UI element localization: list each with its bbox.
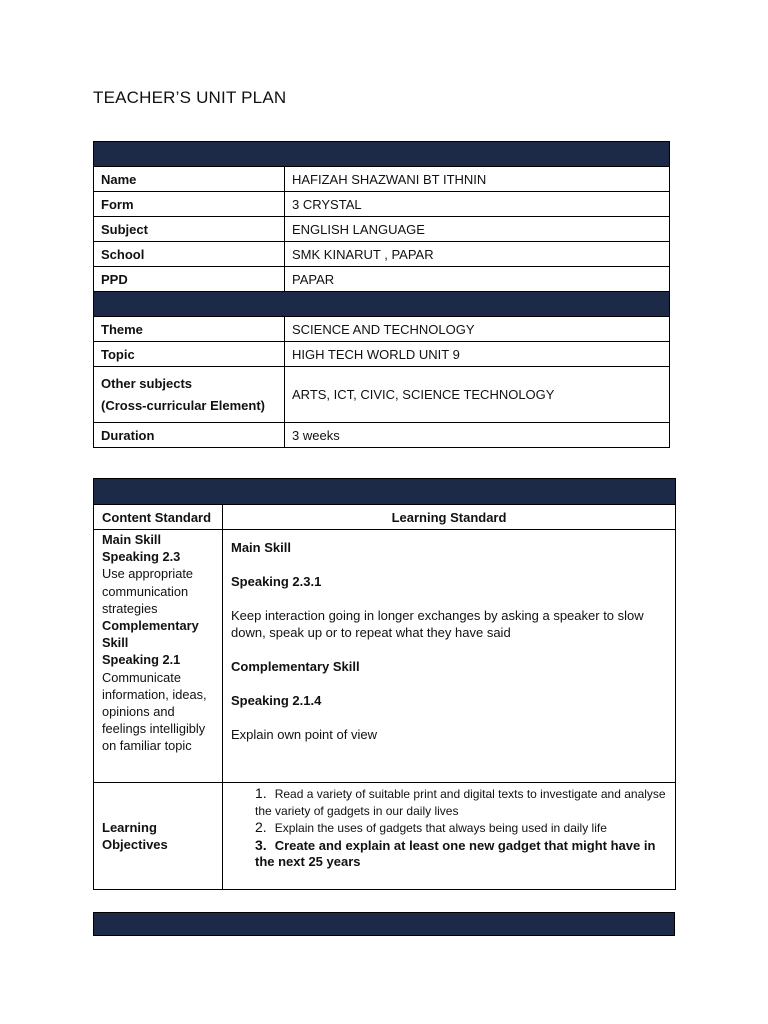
ls-main-skill: Main Skill	[231, 540, 291, 555]
name-value: HAFIZAH SHAZWANI BT ITHNIN	[285, 167, 670, 192]
learning-standard-cell	[223, 530, 676, 783]
curriculum-framing-header: Curriculum-Framing Questions	[94, 913, 675, 936]
table-row	[94, 192, 670, 217]
cs-comp-desc-3: opinions and	[102, 704, 175, 720]
list-item	[255, 837, 669, 871]
learning-objectives-cell	[223, 783, 676, 890]
table-row	[94, 367, 670, 423]
objective-text: Read a variety of suitable print and digital texts to investigate and analyse the variety of gadgets in our daily lives	[255, 787, 666, 818]
objective-text: Explain the uses of gadgets that always being used in daily life	[274, 821, 607, 835]
objective-number: 2.	[255, 819, 267, 835]
topic-value: HIGH TECH WORLD UNIT 9	[285, 342, 670, 367]
theme-value: SCIENCE AND TECHNOLOGY	[285, 317, 670, 342]
cs-comp-desc-1: Communicate	[102, 669, 181, 685]
other-subjects-label-line1: Other subjects	[101, 375, 193, 391]
ppd-value: PAPAR	[285, 267, 670, 292]
table-row	[94, 167, 670, 192]
cs-main-skill: Main Skill	[102, 532, 162, 547]
other-subjects-label-line2: (Cross-curricular Element)	[101, 397, 265, 413]
objectives-list	[255, 785, 669, 871]
cs-main-desc-2: communication	[102, 583, 189, 599]
cs-speaking-comp: Speaking 2.1	[102, 652, 181, 668]
subject-value: ENGLISH LANGUAGE	[285, 217, 670, 242]
duration-label: Duration	[94, 423, 285, 448]
project-details-header: Project’s Details	[94, 292, 670, 317]
topic-label: Topic	[94, 342, 285, 367]
list-item	[255, 819, 669, 837]
cs-comp-desc-5: on familiar topic	[102, 738, 192, 754]
cs-comp-desc-4: feelings intelligibly	[102, 721, 206, 737]
content-standard-cell	[94, 530, 223, 783]
teacher-details-header: Teacher’s Details	[94, 142, 670, 167]
table-row	[94, 317, 670, 342]
table-row	[94, 342, 670, 367]
other-subjects-value: ARTS, ICT, CIVIC, SCIENCE TECHNOLOGY	[285, 367, 670, 423]
ls-comp-desc: Explain own point of view	[231, 727, 377, 742]
objective-number: 3.	[255, 836, 267, 853]
lo-label-line2: Objectives	[102, 837, 168, 852]
school-value: SMK KINARUT , PAPAR	[285, 242, 670, 267]
cs-speaking-main: Speaking 2.3	[102, 549, 181, 565]
list-item	[255, 785, 669, 819]
learning-objectives-label	[94, 783, 223, 890]
duration-value: 3 weeks	[285, 423, 670, 448]
cs-comp-1: Complementary	[102, 618, 199, 634]
form-label: Form	[94, 192, 285, 217]
other-subjects-label	[94, 367, 285, 423]
cs-comp-2: Skill	[102, 635, 129, 651]
ppd-label: PPD	[94, 267, 285, 292]
objective-number: 1.	[255, 785, 267, 801]
cs-main-desc-3: strategies	[102, 600, 158, 616]
subject-label: Subject	[94, 217, 285, 242]
curriculum-content-table	[93, 478, 676, 890]
curriculum-framing-table	[93, 912, 675, 936]
school-label: School	[94, 242, 285, 267]
table-row	[94, 423, 670, 448]
ls-speaking-main: Speaking 2.3.1	[231, 574, 322, 589]
ls-main-desc: Keep interaction going in longer exchanges by asking a speaker to slow down, speak up or to repeat what they have said	[231, 608, 644, 640]
ls-speaking-comp: Speaking 2.1.4	[231, 693, 322, 708]
table-row	[94, 267, 670, 292]
table-row	[94, 217, 670, 242]
cs-main-desc-1: Use appropriate	[102, 566, 194, 582]
lo-label-line1: Learning	[102, 820, 157, 835]
document-title: TEACHER’S UNIT PLAN	[93, 88, 287, 107]
form-value: 3 CRYSTAL	[285, 192, 670, 217]
table-row	[94, 242, 670, 267]
learning-standard-heading: Learning Standard	[223, 505, 676, 530]
objective-text: Create and explain at least one new gadget that might have in the next 25 years	[255, 837, 656, 869]
cs-comp-desc-2: information, ideas,	[102, 686, 207, 702]
ls-comp-skill: Complementary Skill	[231, 659, 360, 674]
content-standard-heading: Content Standard	[94, 505, 223, 530]
name-label: Name	[94, 167, 285, 192]
curriculum-content-header: Curriculum Content	[94, 479, 676, 505]
theme-label: Theme	[94, 317, 285, 342]
teacher-project-details-table	[93, 141, 670, 448]
